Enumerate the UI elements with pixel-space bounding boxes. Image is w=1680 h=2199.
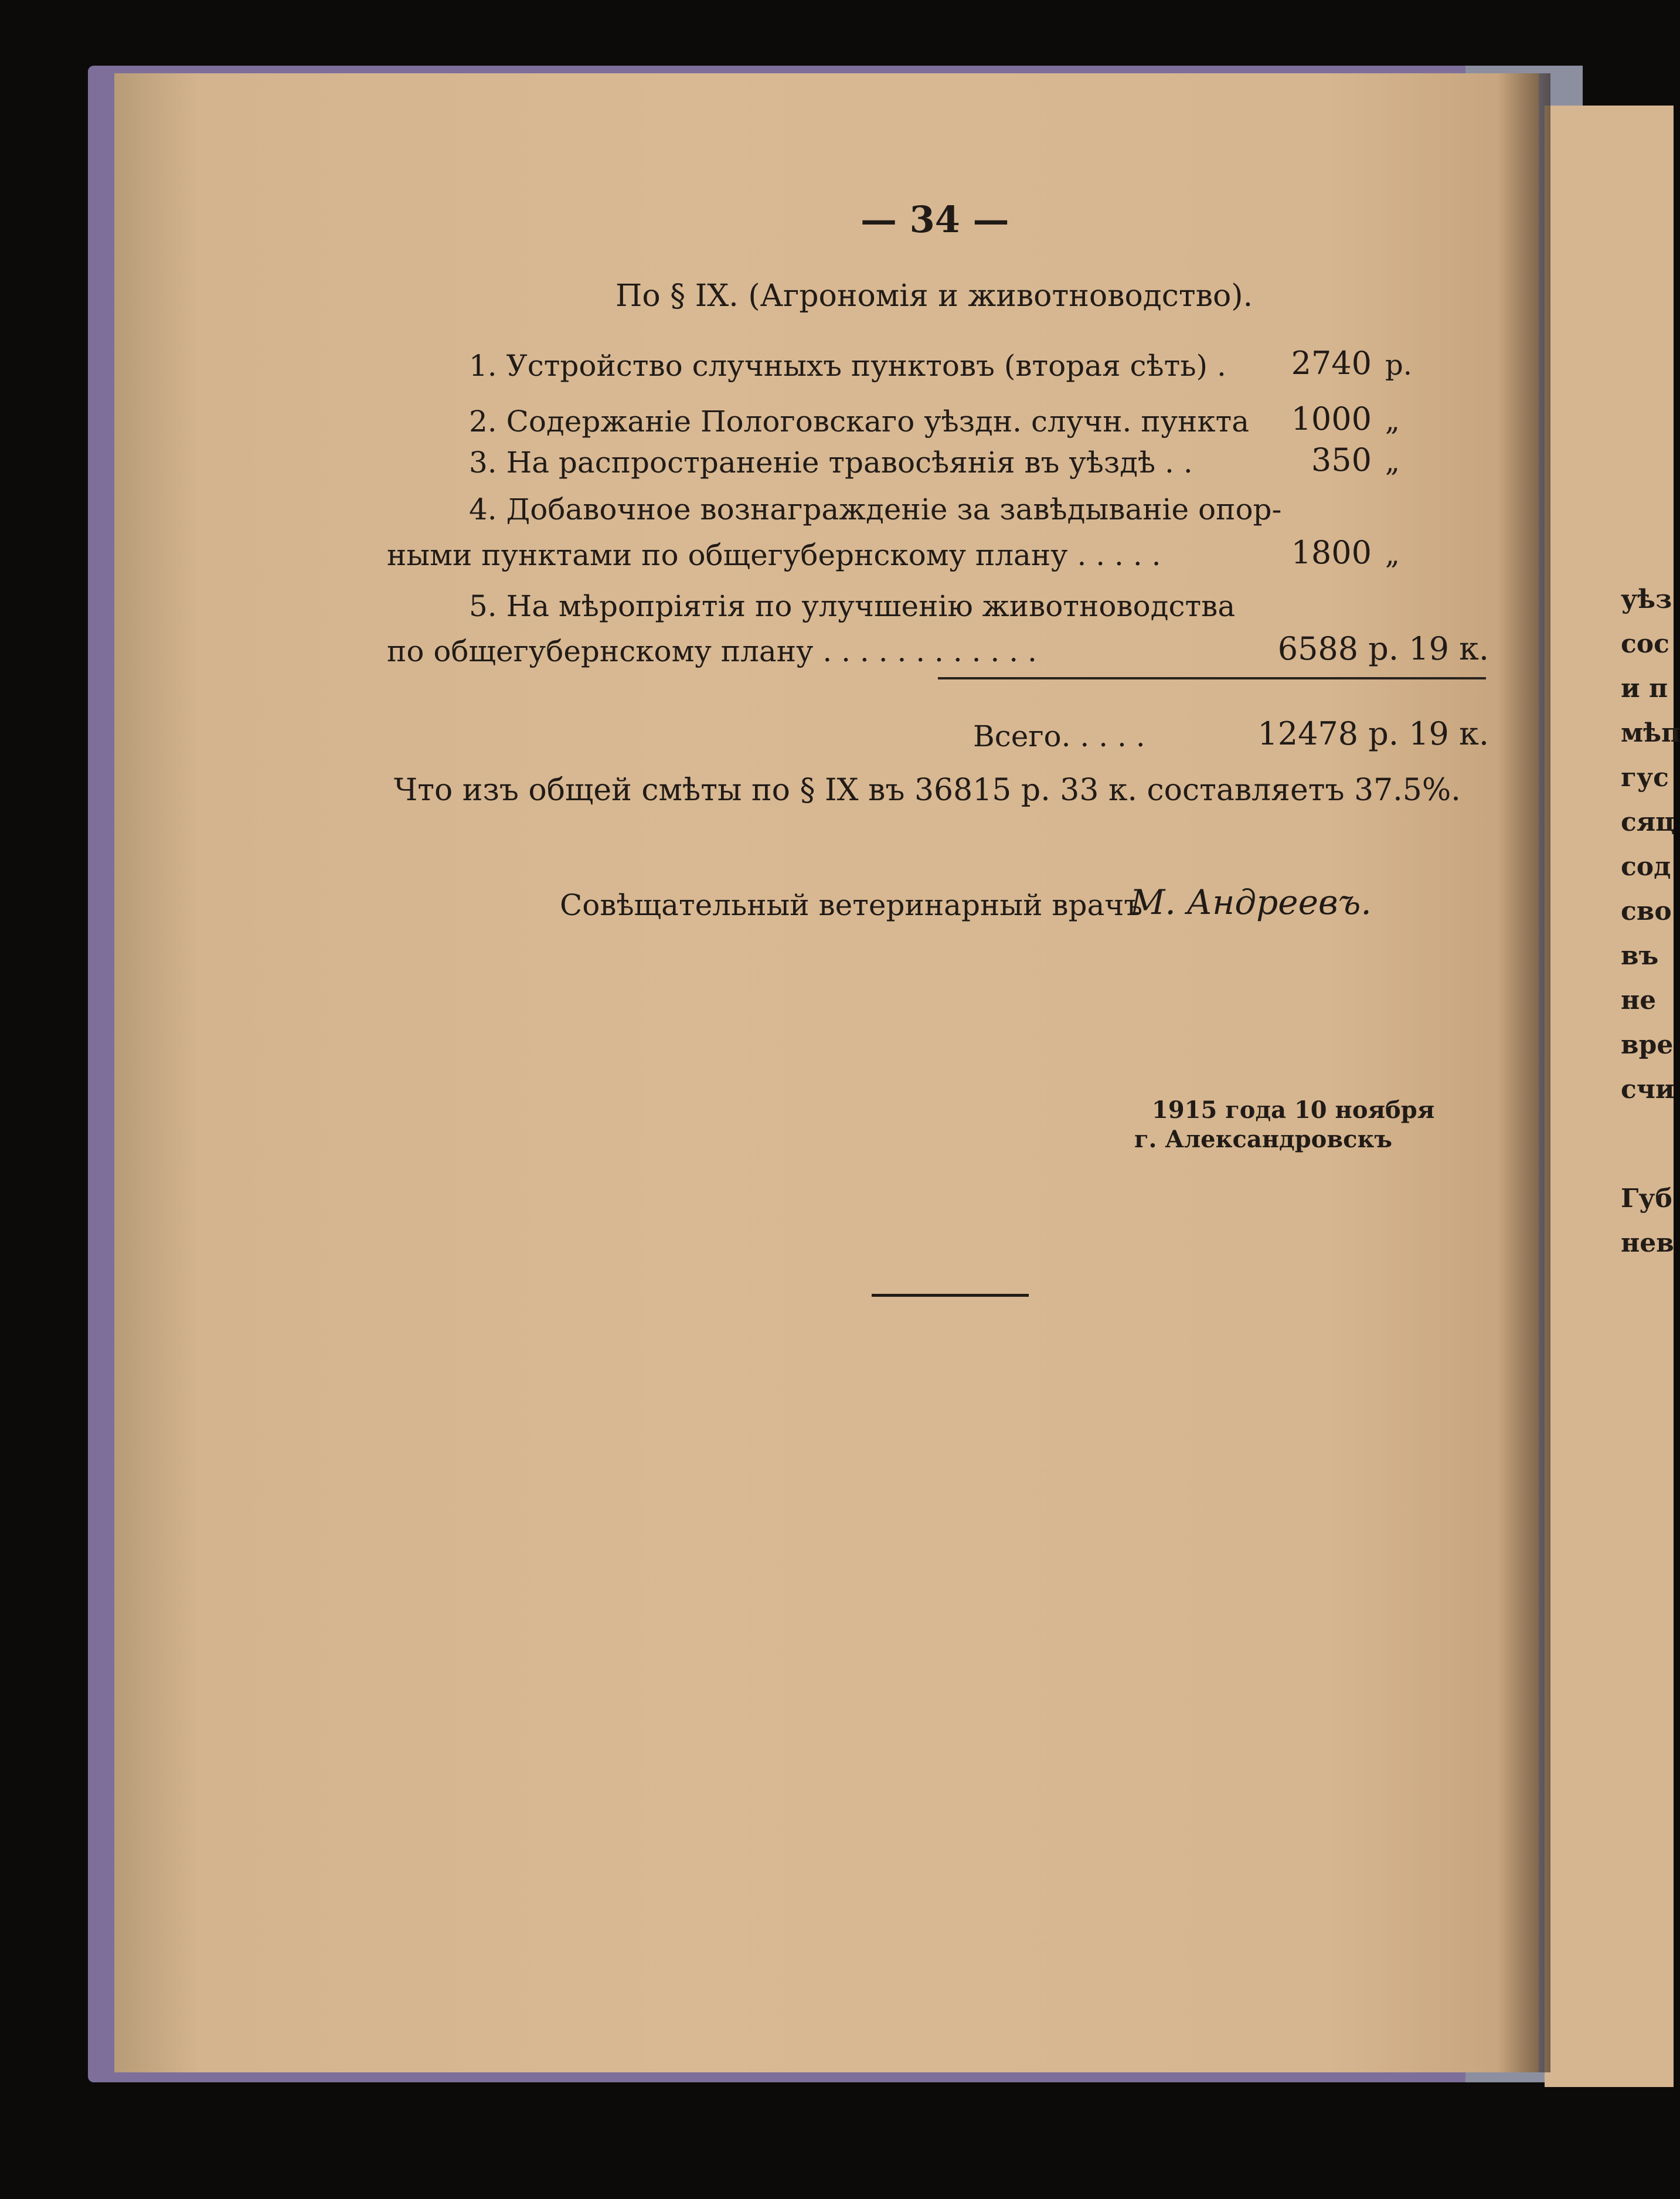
item-unit: „ — [1385, 538, 1400, 571]
item-line: 1. Устройство случныхъ пунктовъ (вторая сѣть) . — [469, 349, 1226, 383]
item-line: по общегубернскому плану . . . . . . . . . . . . — [387, 634, 1037, 668]
item-unit: „ — [1385, 446, 1400, 478]
item-amount: 350 — [1311, 441, 1372, 478]
item-line: ными пунктами по общегубернскому плану . . . . . — [387, 538, 1161, 572]
signature-title: Совѣщательный ветеринарный врачъ — [560, 888, 1143, 922]
item-line: 2. Содержаніе Пологовскаго уѣздн. случн. пункта — [469, 405, 1250, 439]
item-amount: 2740 — [1291, 345, 1372, 382]
sum-rule — [938, 677, 1486, 679]
item-line: 3. На распространеніе травосѣянія въ уѣздѣ . . — [469, 446, 1193, 480]
fragment-line: сяц — [1621, 807, 1675, 837]
page-number: — 34 — — [861, 198, 1009, 241]
item-amount: 1800 — [1291, 534, 1372, 571]
end-rule — [872, 1294, 1029, 1297]
item-line: 5. На мѣропріятія по улучшенію животноводства — [469, 589, 1236, 623]
fragment-line: въ — [1621, 941, 1659, 971]
fragment-line: сво — [1621, 896, 1672, 926]
share-line: Что изъ общей смѣты по § IX въ 36815 р. 33 к. составляетъ 37.5%. — [394, 773, 1461, 808]
signature-name: М. Андреевъ. — [1130, 882, 1372, 922]
item-amount: 6588 р. 19 к. — [1277, 630, 1489, 667]
date-line: 1915 года 10 ноября — [1152, 1096, 1435, 1124]
fragment-line: вре — [1621, 1030, 1674, 1060]
fragment-line: не — [1621, 985, 1657, 1015]
right-page-text-fragments — [1621, 577, 1680, 1266]
fragment-line: сос — [1621, 629, 1669, 659]
fragment-line: и п — [1621, 674, 1668, 703]
fragment-line: нев — [1621, 1228, 1674, 1258]
fragment-line: сод — [1621, 852, 1671, 882]
item-unit: „ — [1385, 405, 1400, 437]
section-heading: По § IX. (Агрономія и животноводство). — [615, 278, 1253, 314]
item-unit: р. — [1385, 349, 1412, 382]
fragment-line: мѣп — [1621, 718, 1680, 748]
total-amount: 12478 р. 19 к. — [1257, 715, 1489, 752]
page-gutter-shadow — [1498, 73, 1550, 2072]
fragment-line: уѣз — [1621, 584, 1672, 614]
fragment-line: гус — [1621, 763, 1669, 793]
item-line: 4. Добавочное вознагражденіе за завѣдываніе опор- — [469, 492, 1282, 526]
fragment-line: Губ — [1621, 1184, 1672, 1214]
item-amount: 1000 — [1291, 400, 1372, 437]
fragment-line: счи — [1621, 1075, 1675, 1104]
total-label: Всего. . . . . — [973, 719, 1145, 753]
place-line: г. Александровскъ — [1134, 1126, 1393, 1153]
